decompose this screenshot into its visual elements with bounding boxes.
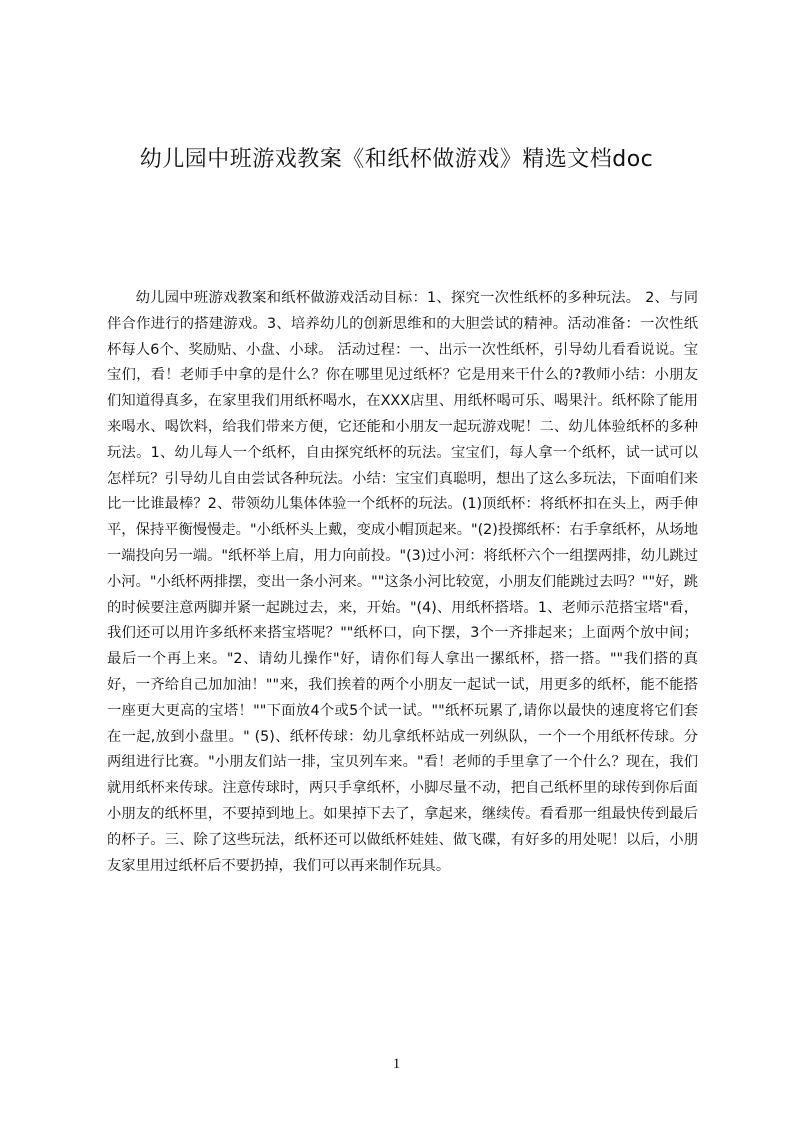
- document-title: 幼儿园中班游戏教案《和纸杯做游戏》精选文档doc: [139, 147, 654, 172]
- body-paragraph: 幼儿园中班游戏教案和纸杯做游戏活动目标：1、探究一次性纸杯的多种玩法。 2、与同伴合作进行的搭建游戏。3、培养幼儿的创新思维和的大胆尝试的精神。活动准备：一次性纸杯每人6个、奖励贴、小盘、小球。 活动过程：一、出示一次性纸杯，引导幼儿看看说说。宝宝们，看！老师手中拿的是什么？你在哪里见过纸杯？它是用来干什么的?教师小结：小朋友们知道得真多，在家里我们用纸杯喝水，在XXX店里、用纸杯喝可乐、喝果汁。纸杯除了能用来喝水、喝饮料，给我们带来方便，它还能和小朋友一起玩游戏呢！二、幼儿体验纸杯的多种玩法。1、幼儿每人一个纸杯，自由探究纸杯的玩法。宝宝们，每人拿一个纸杯，试一试可以怎样玩？引导幼儿自由尝试各种玩法。小结：宝宝们真聪明，想出了这么多玩法，下面咱们来比一比谁最棒？2、带领幼儿集体体验一个纸杯的玩法。(1)顶纸杯：将纸杯扣在头上，两手伸平，保持平衡慢慢走。"小纸杯头上戴，变成小帽顶起来。"(2)投掷纸杯：右手拿纸杯，从场地一端投向另一端。"纸杯举上肩，用力向前投。"(3)过小河：将纸杯六个一组摆两排，幼儿跳过小河。"小纸杯两排摆，变出一条小河来。""这条小河比较宽，小朋友们能跳过去吗？""好，跳的时候要注意两脚并紧一起跳过去，来，开始。"(4)、用纸杯搭塔。1、老师示范搭宝塔"看，我们还可以用许多纸杯来搭宝塔呢？""纸杯口，向下摆，3个一齐排起来；上面两个放中间；最后一个再上来。"2、请幼儿操作"好，请你们每人拿出一摞纸杯，搭一搭。""我们搭的真好，一齐给自己加加油！""来，我们挨着的两个小朋友一起试一试，用更多的纸杯，能不能搭一座更大更高的宝塔！""下面放4个或5个试一试。""纸杯玩累了,请你以最快的速度将它们套在一起,放到小盘里。" (5)、纸杯传球：幼儿拿纸杯站成一列纵队，一个一个用纸杯传球。分两组进行比赛。"小朋友们站一排，宝贝列车来。"看！老师的手里拿了一个什么？现在，我们就用纸杯来传球。注意传球时，两只手拿纸杯，小脚尽量不动，把自己纸杯里的球传到你后面小朋友的纸杯里，不要掉到地上。如果掉下去了，拿起来，继续传。看看那一组最快传到最后的杯子。三、除了这些玩法，纸杯还可以做纸杯娃娃、做飞碟，有好多的用处呢！以后，小朋友家里用过纸杯后不要扔掉，我们可以再来制作玩具。: [107, 290, 698, 874]
- document-body: [107, 286, 698, 966]
- page-number: 1: [392, 1056, 401, 1072]
